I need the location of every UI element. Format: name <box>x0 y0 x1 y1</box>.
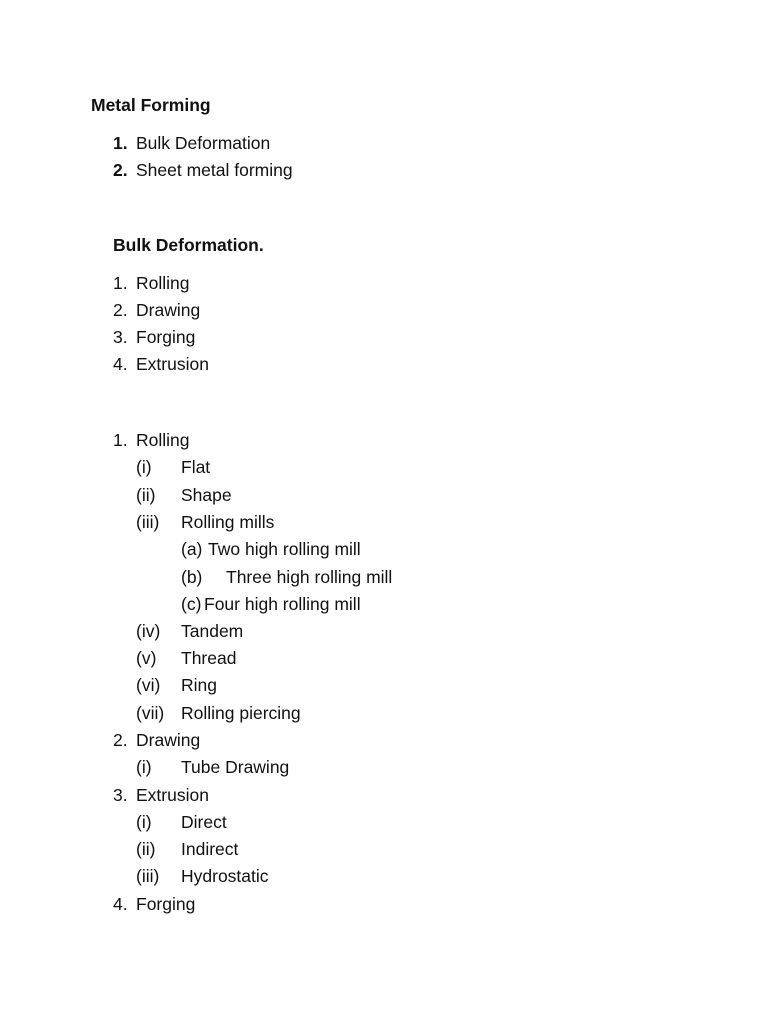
sub-number: (i) <box>136 457 152 477</box>
list-number: 1. <box>113 273 128 293</box>
sub-sub-text: Three high rolling mill <box>226 567 393 587</box>
list-number: 4. <box>113 894 128 914</box>
list-number: 1. <box>113 430 128 450</box>
sub-number: (vi) <box>136 675 161 695</box>
sub-text: Flat <box>181 457 211 477</box>
sub-text: Indirect <box>181 839 239 859</box>
sub-text: Tube Drawing <box>181 757 290 777</box>
sub-text: Direct <box>181 812 227 832</box>
sub-text: Shape <box>181 485 232 505</box>
sub-text: Ring <box>181 675 217 695</box>
sub-number: (ii) <box>136 485 156 505</box>
list-number: 4. <box>113 354 128 374</box>
sub-sub-text: Four high rolling mill <box>204 594 361 614</box>
sub-number: (ii) <box>136 839 156 859</box>
list-text: Extrusion <box>136 785 209 805</box>
list-number: 2. <box>113 160 128 180</box>
sub-sub-number: (a) <box>181 539 203 559</box>
sub-number: (iv) <box>136 621 161 641</box>
list-text: Bulk Deformation <box>136 133 271 153</box>
sub-sub-text: Two high rolling mill <box>208 539 361 559</box>
list-number: 2. <box>113 300 128 320</box>
list-text: Forging <box>136 327 196 347</box>
sub-text: Tandem <box>181 621 244 641</box>
sub-sub-number: (b) <box>181 567 203 587</box>
list-text: Sheet metal forming <box>136 160 293 180</box>
sub-number: (i) <box>136 757 152 777</box>
list-text: Rolling <box>136 430 190 450</box>
list-text: Drawing <box>136 730 201 750</box>
sub-text: Hydrostatic <box>181 866 269 886</box>
sub-number: (iii) <box>136 866 160 886</box>
list-number: 3. <box>113 785 128 805</box>
sub-sub-number: (c) <box>181 594 202 614</box>
section-heading: Bulk Deformation. <box>113 235 264 255</box>
sub-text: Thread <box>181 648 237 668</box>
sub-number: (iii) <box>136 512 160 532</box>
list-number: 1. <box>113 133 128 153</box>
list-text: Rolling <box>136 273 190 293</box>
document-title: Metal Forming <box>91 95 211 115</box>
sub-text: Rolling piercing <box>181 703 301 723</box>
sub-number: (v) <box>136 648 157 668</box>
list-text: Drawing <box>136 300 201 320</box>
list-text: Forging <box>136 894 196 914</box>
sub-number: (i) <box>136 812 152 832</box>
list-number: 3. <box>113 327 128 347</box>
list-number: 2. <box>113 730 128 750</box>
sub-text: Rolling mills <box>181 512 275 532</box>
sub-number: (vii) <box>136 703 165 723</box>
list-text: Extrusion <box>136 354 209 374</box>
